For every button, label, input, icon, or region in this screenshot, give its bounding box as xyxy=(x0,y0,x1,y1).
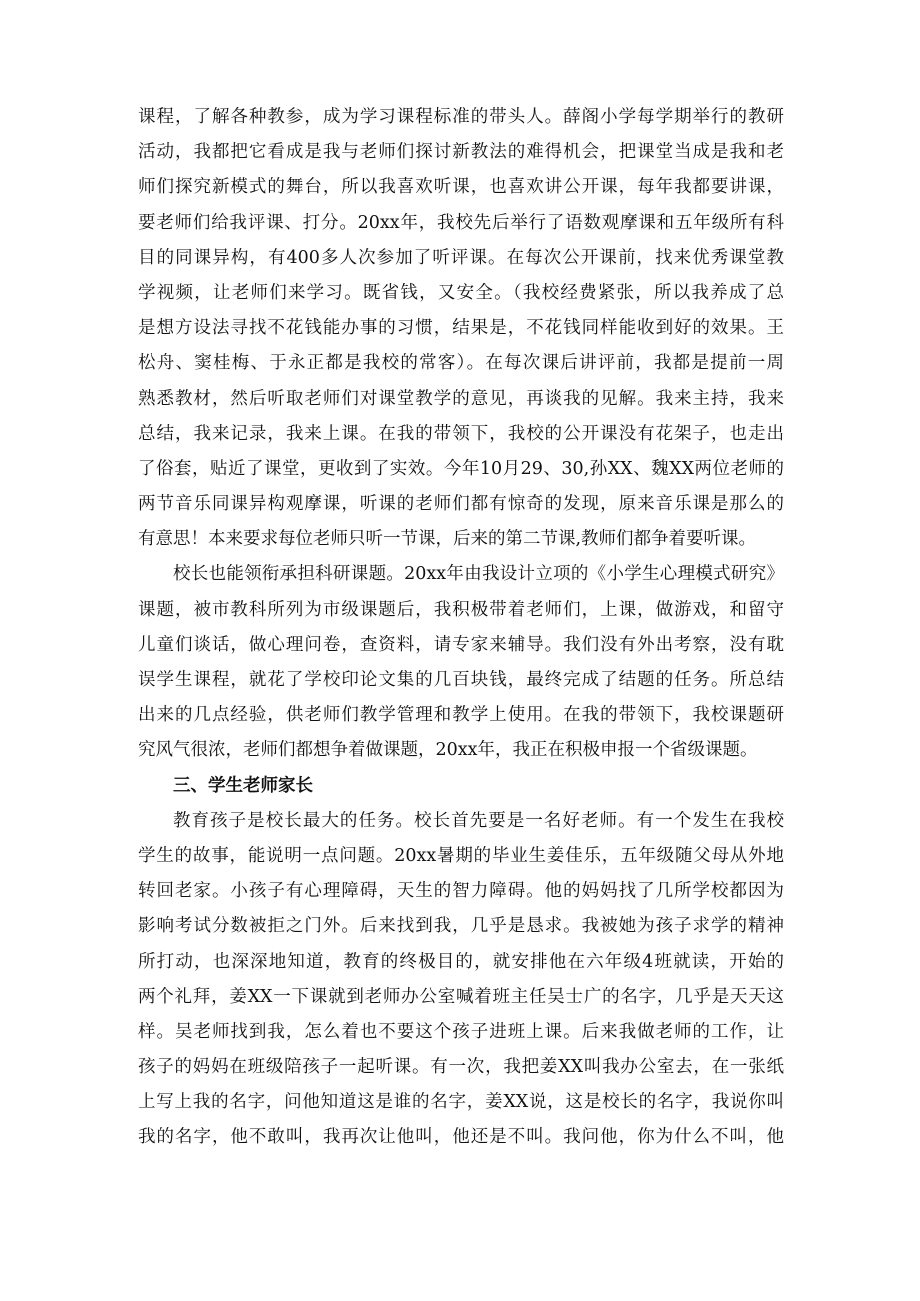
text-line: 我的名字，他不敢叫，我再次让他叫，他还是不叫。我问他，你为什么不叫，他 xyxy=(138,1127,784,1148)
text-line: 总结，我来记录，我来上课。在我的带领下，我校的公开课没有花架子，也走出 xyxy=(138,423,784,444)
text-line: 两个礼拜，姜XX一下课就到老师办公室喊着班主任吴士广的名字，几乎是天天这 xyxy=(138,986,784,1007)
text-line: 师们探究新模式的舞台，所以我喜欢听课，也喜欢讲公开课，每年我都要讲课， xyxy=(138,177,784,198)
text-line: 了俗套，贴近了课堂，更收到了实效。今年10月29、30,孙XX、魏XX两位老师的 xyxy=(138,458,784,479)
text-line: 影响考试分数被拒之门外。后来找到我，几乎是恳求。我被她为孩子求学的精神 xyxy=(138,916,784,937)
text-line: 转回老家。小孩子有心理障碍，天生的智力障碍。他的妈妈找了几所学校都因为 xyxy=(138,881,784,902)
text-line: 究风气很浓，老师们都想争着做课题，20xx年，我正在积极申报一个省级课题。 xyxy=(138,740,758,761)
text-line: 儿童们谈话，做心理问卷，查资料，请专家来辅导。我们没有外出考察，没有耽 xyxy=(138,634,784,655)
text-line: 有意思！本来要求每位老师只听一节课，后来的第二节课,教师们都争着要听课。 xyxy=(138,529,757,550)
text-line: 教育孩子是校长最大的任务。校长首先要是一名好老师。有一个发生在我校 xyxy=(173,810,784,831)
paragraph-research xyxy=(138,557,784,768)
text-line: 所打动，也深深地知道，教育的终极目的，就安排他在六年级4班就读，开始的 xyxy=(138,951,784,972)
text-line: 两节音乐同课异构观摩课，听课的老师们都有惊奇的发现，原来音乐课是那么的 xyxy=(138,494,784,515)
section-heading xyxy=(138,769,784,804)
text-line: 目的同课异构，有400多人次参加了听评课。在每次公开课前，找来优秀课堂教 xyxy=(138,247,784,268)
text-line: 活动，我都把它看成是我与老师们探讨新教法的难得机会，把课堂当成是我和老 xyxy=(138,142,784,163)
text-line: 学视频，让老师们来学习。既省钱，又安全。（我校经费紧张，所以我养成了总 xyxy=(138,282,784,303)
text-line: 误学生课程，就花了学校印论文集的几百块钱，最终完成了结题的任务。所总结 xyxy=(138,670,784,690)
text-line: 校长也能领衔承担科研课题。20xx年由我设计立项的《小学生心理模式研究》 xyxy=(173,564,784,585)
text-line: 熟悉教材，然后听取老师们对课堂教学的意见，再谈我的见解。我来主持，我来 xyxy=(138,388,784,409)
text-line: 上写上我的名字，问他知道这是谁的名字，姜XX说，这是校长的名字，我说你叫 xyxy=(138,1092,784,1113)
heading-text: 三、学生老师家长 xyxy=(173,775,313,796)
text-line: 学生的故事，能说明一点问题。20xx暑期的毕业生姜佳乐，五年级随父母从外地 xyxy=(138,845,784,866)
paragraph-continuation xyxy=(138,100,784,557)
text-line: 出来的几点经验，供老师们教学管理和教学上使用。在我的带领下，我校课题研 xyxy=(138,705,784,726)
text-line: 是想方设法寻找不花钱能办事的习惯，结果是，不花钱同样能收到好的效果。王 xyxy=(138,318,784,339)
text-line: 样。吴老师找到我，怎么着也不要这个孩子进班上课。后来我做老师的工作，让 xyxy=(138,1021,784,1042)
text-line: 孩子的妈妈在班级陪孩子一起听课。有一次，我把姜XX叫我办公室去，在一张纸 xyxy=(138,1057,784,1078)
paragraph-education xyxy=(138,804,784,1156)
text-line: 松舟、窦桂梅、于永正都是我校的常客）。在每次课后讲评前，我都是提前一周 xyxy=(138,353,784,374)
text-line: 课程，了解各种教参，成为学习课程标准的带头人。薛阁小学每学期举行的教研 xyxy=(138,107,784,127)
document-body xyxy=(138,100,784,1156)
text-line: 课题，被市教科所列为市级课题后，我积极带着老师们，上课，做游戏，和留守 xyxy=(138,599,784,620)
text-line: 要老师们给我评课、打分。20xx年，我校先后举行了语数观摩课和五年级所有科 xyxy=(138,212,784,233)
